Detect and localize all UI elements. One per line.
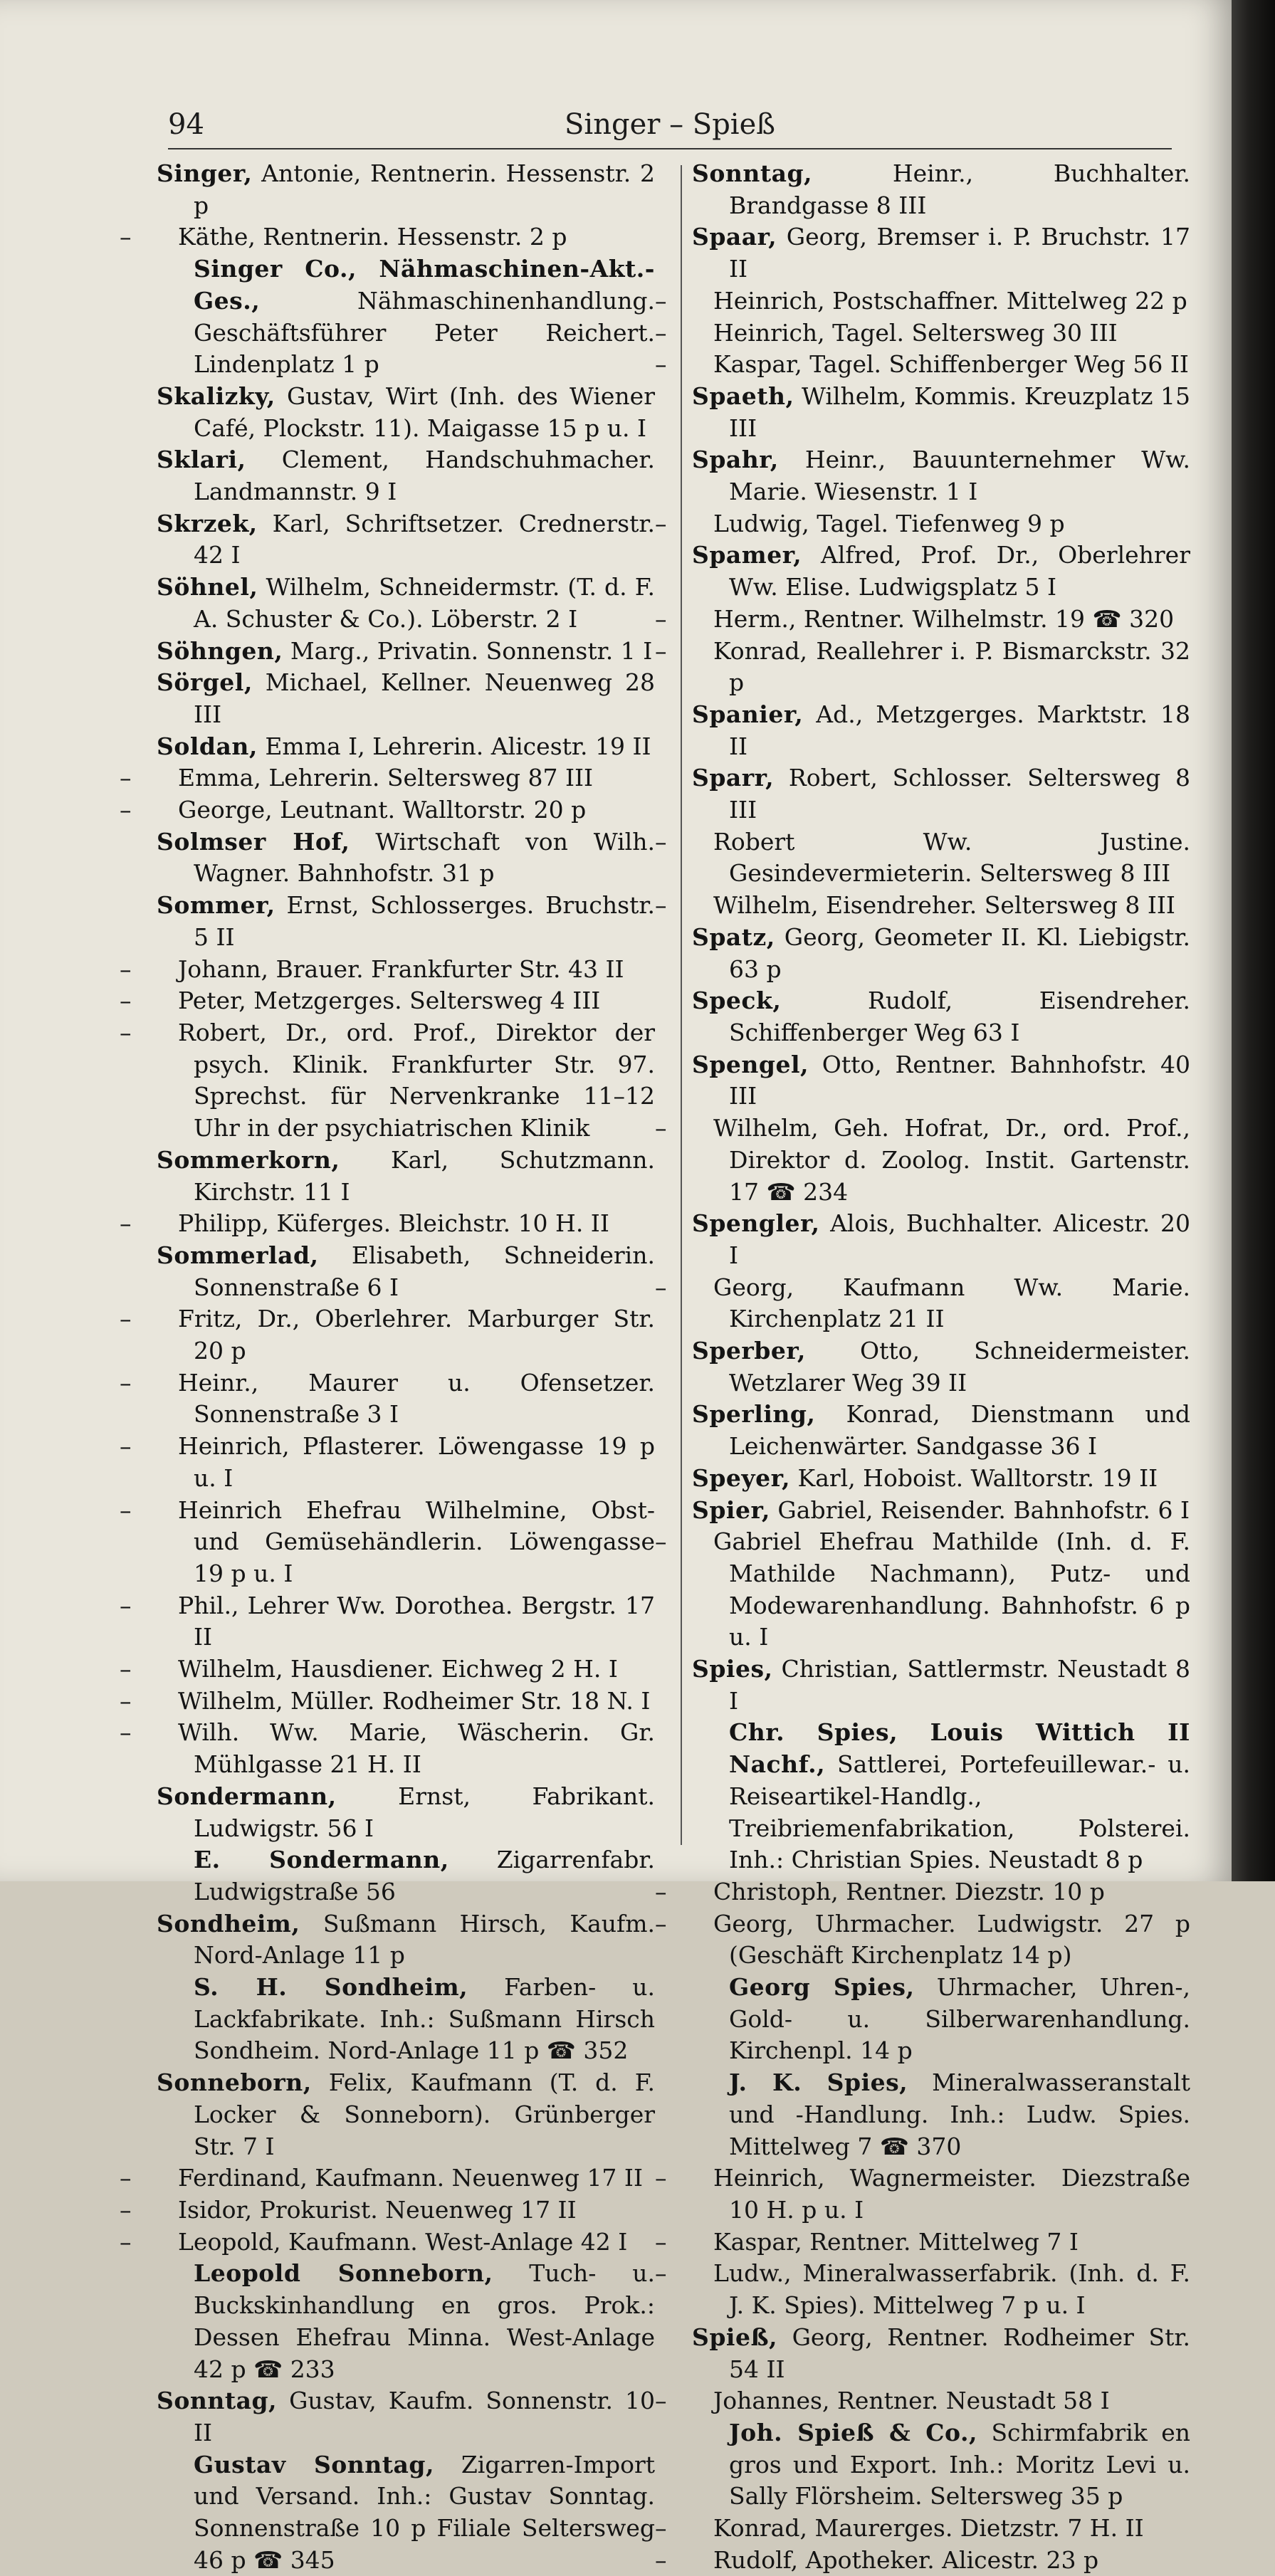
ditto-dash: –	[120, 2227, 132, 2256]
directory-entry	[157, 2449, 655, 2576]
directory-entry	[157, 636, 655, 668]
entry-name: Spengel,	[692, 1050, 809, 1078]
entry-name: Spieß,	[692, 2323, 777, 2351]
directory-entry	[120, 2194, 655, 2227]
directory-entry	[120, 985, 655, 1017]
entry-text: Karl, Schutzmann. Kirchstr. 11 I	[194, 1145, 655, 1206]
ditto-dash: –	[655, 827, 667, 856]
entry-text: Wilhelm, Schneidermstr. (T. d. F. A. Schuster & Co.). Löberstr. 2 I	[194, 573, 655, 633]
entry-text: Robert Ww. Justine. Gesindevermieterin. Seltersweg 8 III	[713, 827, 1190, 888]
entry-text: Philipp, Küferges. Bleichstr. 10 H. II	[178, 1209, 609, 1238]
directory-entry	[692, 2067, 1190, 2162]
directory-entry	[157, 1240, 655, 1303]
entry-text: Ferdinand, Kaufmann. Neuenweg 17 II	[178, 2164, 643, 2192]
entry-text: Marg., Privatin. Sonnenstr. 1 I	[290, 636, 653, 665]
entry-text: Ludw., Mineralwasserfabrik. (Inh. d. F. J. K. Spies). Mittelweg 7 p u. I	[713, 2259, 1190, 2320]
entry-text: Heinr., Maurer u. Ofensetzer. Sonnenstraße 3 I	[178, 1368, 655, 1429]
directory-entry	[157, 572, 655, 635]
right-column	[655, 158, 1191, 2576]
ditto-dash: –	[120, 955, 132, 983]
directory-entry	[692, 922, 1190, 985]
entry-text: Robert, Dr., ord. Prof., Direktor der psych. Klinik. Frankfurter Str. 97. Sprechst. für Nervenkranke 11–12 Uhr in der psychiatrischen Klinik	[178, 1018, 655, 1142]
directory-entry	[655, 1526, 1190, 1654]
entry-name: Sonneborn,	[157, 2068, 312, 2097]
directory-entry	[157, 667, 655, 730]
running-title: Singer – Spieß	[565, 108, 775, 141]
directory-entry	[692, 1049, 1190, 1113]
directory-entry	[120, 2162, 655, 2194]
ditto-dash: –	[655, 2545, 667, 2574]
entry-text: Alfred, Prof. Dr., Oberlehrer Ww. Elise. Ludwigsplatz 5 I	[729, 541, 1190, 601]
directory-entry	[120, 1431, 655, 1494]
entry-text: Gustav, Wirt (Inh. des Wiener Café, Plockstr. 11). Maigasse 15 p u. I	[194, 382, 655, 442]
entry-name: Skrzek,	[157, 509, 258, 537]
ditto-dash: –	[120, 1018, 132, 1046]
directory-entry	[157, 158, 655, 221]
entry-text: Georg, Geometer II. Kl. Liebigstr. 63 p	[729, 922, 1190, 983]
entry-text: Zigarrenfabr. Ludwigstraße 56	[194, 1846, 655, 1905]
directory-entry	[120, 2227, 655, 2259]
directory-entry	[655, 2513, 1190, 2545]
entry-name: Sommerkorn,	[157, 1145, 340, 1174]
directory-entry	[692, 1335, 1190, 1399]
directory-entry	[157, 381, 655, 444]
directory-entry	[157, 2067, 655, 2162]
ditto-dash: –	[655, 286, 667, 315]
entry-text: Uhrmacher, Uhren-, Gold- u. Silberwarenhandlung. Kirchenpl. 14 p	[729, 1973, 1190, 2065]
directory-entry	[120, 1590, 655, 1654]
directory-entry	[692, 2417, 1190, 2513]
directory-entry	[157, 2258, 655, 2385]
entry-text: Phil., Lehrer Ww. Dorothea. Bergstr. 17 II	[178, 1591, 655, 1651]
directory-entry	[692, 1972, 1190, 2067]
ditto-dash: –	[655, 604, 667, 633]
directory-entry	[120, 221, 655, 253]
directory-entry	[120, 1654, 655, 1686]
entry-text: Zigarren-Import und Versand. Inh.: Gustav Sonntag. Sonnenstraße 10 p Filiale Seltersweg 46 p ☎ 345	[194, 2450, 655, 2574]
directory-entry	[692, 762, 1190, 826]
ditto-dash: –	[120, 223, 132, 251]
directory-entry	[692, 381, 1190, 444]
entry-text: Michael, Kellner. Neuenweg 28 III	[194, 668, 655, 728]
entry-text: Gabriel Ehefrau Mathilde (Inh. d. F. Mathilde Nachmann), Putz- und Modewarenhandlung. Bahnhofstr. 6 p u. I	[713, 1528, 1190, 1651]
directory-entry	[692, 985, 1190, 1048]
entry-text: Heinrich, Postschaffner. Mittelweg 22 p	[713, 286, 1187, 315]
entry-name: Solmser Hof,	[157, 827, 350, 856]
entry-text: Leopold, Kaufmann. West-Anlage 42 I	[178, 2227, 628, 2256]
entry-text: Nähmaschinenhandlung. Geschäftsführer Peter Reichert. Lindenplatz 1 p	[194, 286, 655, 379]
directory-entry	[692, 699, 1190, 762]
page-number: 94	[168, 108, 204, 141]
directory-entry	[120, 954, 655, 986]
entry-text: Heinrich, Tagel. Seltersweg 30 III	[713, 318, 1118, 347]
directory-entry	[157, 1781, 655, 1844]
ditto-dash: –	[120, 796, 132, 824]
entry-text: Johann, Brauer. Frankfurter Str. 43 II	[178, 955, 624, 983]
entry-text: Wilhelm, Geh. Hofrat, Dr., ord. Prof., Direktor d. Zoolog. Instit. Gartenstr. 17 ☎ 234	[713, 1114, 1190, 1206]
ditto-dash: –	[655, 509, 667, 537]
directory-entry	[655, 1908, 1190, 1972]
entry-text: Heinrich, Wagnermeister. Diezstraße 10 H. p u. I	[713, 2164, 1190, 2224]
directory-entry	[692, 1399, 1190, 1462]
entry-text: Wilhelm, Müller. Rodheimer Str. 18 N. I	[178, 1686, 651, 1715]
directory-entry	[692, 1463, 1190, 1495]
entry-name: Singer,	[157, 159, 253, 187]
entry-text: Kaspar, Tagel. Schiffenberger Weg 56 II	[713, 350, 1189, 379]
ditto-dash: –	[655, 2514, 667, 2543]
entry-name: Spamer,	[692, 541, 802, 569]
entry-name: Chr. Spies, Louis Wittich II Nachf.,	[729, 1718, 1190, 1779]
ditto-dash: –	[655, 1909, 667, 1938]
column-divider	[681, 165, 682, 1845]
entry-text: Isidor, Prokurist. Neuenweg 17 II	[178, 2196, 577, 2224]
entry-text: Christoph, Rentner. Diezstr. 10 p	[713, 1877, 1105, 1905]
directory-entry	[120, 1495, 655, 1590]
entry-name: Sommerlad,	[157, 1241, 319, 1269]
directory-entry	[157, 1844, 655, 1908]
entry-text: Wilhelm, Eisendreher. Seltersweg 8 III	[713, 891, 1175, 920]
ditto-dash: –	[120, 1718, 132, 1747]
entry-name: Sondheim,	[157, 1909, 300, 1938]
ditto-dash: –	[120, 1655, 132, 1683]
entry-text: Wirtschaft von Wilh. Wagner. Bahnhofstr. 31 p	[194, 827, 655, 888]
directory-entry	[655, 2227, 1190, 2259]
ditto-dash: –	[655, 2387, 667, 2415]
ditto-dash: –	[655, 1528, 667, 1556]
ditto-dash: –	[655, 318, 667, 347]
entry-name: Sonntag,	[692, 159, 813, 187]
directory-entry	[692, 1208, 1190, 1271]
entry-name: Joh. Spieß & Co.,	[729, 2418, 977, 2446]
ditto-dash: –	[120, 1686, 132, 1715]
ditto-dash: –	[655, 891, 667, 920]
entry-name: Spanier,	[692, 700, 804, 728]
entry-text: Karl, Schriftsetzer. Crednerstr. 42 I	[194, 509, 656, 569]
entry-text: Rudolf, Apotheker. Alicestr. 23 p	[713, 2545, 1099, 2574]
ditto-dash: –	[655, 1273, 667, 1301]
entry-text: Heinrich, Pflasterer. Löwengasse 19 p u. I	[178, 1432, 655, 1492]
directory-entry	[692, 158, 1190, 221]
directory-entry	[157, 890, 655, 953]
ditto-dash: –	[120, 2164, 132, 2192]
entry-text: Schirmfabrik en gros und Export. Inh.: Moritz Levi u. Sally Flörsheim. Seltersweg 35 p	[729, 2418, 1190, 2511]
entry-name: Spier,	[692, 1495, 770, 1524]
entry-name: Speyer,	[692, 1463, 791, 1492]
page-header	[168, 105, 1172, 149]
entry-text: Wilhelm, Hausdiener. Eichweg 2 H. I	[178, 1655, 618, 1683]
entry-text: Ernst, Schlosserges. Bruchstr. 5 II	[194, 891, 655, 951]
directory-entry	[157, 1972, 655, 2067]
directory-entry	[692, 540, 1190, 603]
directory-entry	[692, 2322, 1190, 2385]
entry-name: Söhnel,	[157, 573, 258, 601]
ditto-dash: –	[120, 1591, 132, 1619]
directory-entry	[655, 2162, 1190, 2226]
directory-entry	[655, 285, 1190, 317]
entry-text: Otto, Schneidermeister. Wetzlarer Weg 39 II	[729, 1337, 1190, 1397]
entry-text: Gustav, Kaufm. Sonnenstr. 10 II	[194, 2387, 655, 2446]
directory-entry	[120, 794, 655, 826]
entry-text: Georg, Rentner. Rodheimer Str. 54 II	[729, 2323, 1190, 2383]
entry-text: Konrad, Dienstmann und Leichenwärter. Sandgasse 36 I	[729, 1400, 1191, 1461]
entry-text: Farben- u. Lackfabrikate. Inh.: Sußmann Hirsch Sondheim. Nord-Anlage 11 p ☎ 352	[194, 1973, 655, 2065]
left-column	[120, 158, 656, 2576]
entry-text: Felix, Kaufmann (T. d. F. Locker & Sonneborn). Grünberger Str. 7 I	[194, 2068, 655, 2160]
ditto-dash: –	[655, 636, 667, 665]
entry-text: Rudolf, Eisendreher. Schiffenberger Weg 63 I	[729, 987, 1190, 1046]
directory-entry	[157, 1908, 655, 1972]
entry-name: Sörgel,	[157, 668, 253, 697]
ditto-dash: –	[655, 1877, 667, 1905]
ditto-dash: –	[120, 1209, 132, 1238]
entry-text: Fritz, Dr., Oberlehrer. Marburger Str. 20 p	[178, 1305, 655, 1365]
ditto-dash: –	[655, 1114, 667, 1142]
entry-text: Konrad, Reallehrer i. P. Bismarckstr. 32 p	[713, 636, 1190, 697]
entry-text: Otto, Rentner. Bahnhofstr. 40 III	[729, 1050, 1190, 1110]
entry-text: Wilhelm, Kommis. Kreuzplatz 15 III	[729, 382, 1190, 442]
directory-entry	[157, 1145, 655, 1208]
entry-text: Käthe, Rentnerin. Hessenstr. 2 p	[178, 223, 567, 251]
directory-entry	[655, 826, 1190, 890]
entry-name: Georg Spies,	[729, 1973, 915, 2002]
ditto-dash: –	[655, 2259, 667, 2288]
ditto-dash: –	[655, 350, 667, 379]
directory-entry	[157, 826, 655, 890]
directory-entry	[655, 349, 1190, 381]
entry-name: J. K. Spies,	[729, 2068, 908, 2097]
entry-text: Robert, Schlosser. Seltersweg 8 III	[729, 764, 1190, 824]
entry-name: Spies,	[692, 1655, 773, 1683]
directory-entry	[692, 1717, 1190, 1876]
directory-entry	[692, 444, 1190, 508]
entry-name: Spaar,	[692, 223, 777, 251]
directory-entry	[120, 1367, 655, 1431]
directory-entry	[157, 253, 655, 381]
entry-text: Heinr., Buchhalter. Brandgasse 8 III	[729, 159, 1190, 219]
entry-name: Sperber,	[692, 1337, 806, 1365]
ditto-dash: –	[655, 2164, 667, 2192]
entry-name: Skalizky,	[157, 382, 276, 410]
directory-entry	[120, 1208, 655, 1240]
entry-text: Elisabeth, Schneiderin. Sonnenstraße 6 I	[194, 1241, 655, 1301]
directory-entry	[655, 2385, 1190, 2417]
directory-entry	[655, 508, 1190, 540]
entry-text: Ernst, Fabrikant. Ludwigstr. 56 I	[194, 1782, 655, 1842]
entry-name: Spaeth,	[692, 382, 794, 410]
entry-name: Leopold Sonneborn,	[194, 2259, 493, 2288]
directory-entry	[655, 1113, 1190, 1208]
entry-text: Sattlerei, Portefeuillewar.- u. Reiseartikel-Handlg., Treibriemenfabrikation, Polsterei. Inh.: Christian Spies. Neustadt 8 p	[729, 1750, 1190, 1874]
entry-name: Speck,	[692, 987, 782, 1015]
entry-text: Wilh. Ww. Marie, Wäscherin. Gr. Mühlgasse 21 H. II	[178, 1718, 655, 1779]
entry-name: Singer Co., Nähmaschinen-Akt.-Ges.,	[194, 255, 655, 315]
directory-entry	[157, 508, 655, 572]
entry-name: Spahr,	[692, 446, 779, 474]
entry-text: Georg, Uhrmacher. Ludwigstr. 27 p (Geschäft Kirchenplatz 14 p)	[713, 1909, 1190, 1970]
entry-text: Antonie, Rentnerin. Hessenstr. 2 p	[194, 159, 656, 219]
ditto-dash: –	[120, 987, 132, 1015]
entry-name: Spengler,	[692, 1209, 820, 1238]
entry-text: Georg, Bremser i. P. Bruchstr. 17 II	[729, 223, 1190, 283]
entry-name: S. H. Sondheim,	[194, 1973, 468, 2002]
entry-name: Söhngen,	[157, 636, 283, 665]
ditto-dash: –	[120, 1368, 132, 1397]
entry-text: Gabriel, Reisender. Bahnhofstr. 6 I	[777, 1495, 1190, 1524]
entry-name: Soldan,	[157, 732, 258, 760]
entry-text: Heinr., Bauunternehmer Ww. Marie. Wiesenstr. 1 I	[729, 446, 1190, 506]
directory-entry	[692, 1495, 1190, 1527]
ditto-dash: –	[120, 2196, 132, 2224]
entry-name: Sommer,	[157, 891, 276, 920]
directory-entry	[655, 2545, 1190, 2576]
directory-entry	[120, 762, 655, 794]
entry-text: Emma I, Lehrerin. Alicestr. 19 II	[265, 732, 651, 760]
directory-entry	[692, 1654, 1190, 1717]
entry-text: Kaspar, Rentner. Mittelweg 7 I	[713, 2227, 1079, 2256]
entry-text: Ad., Metzgerges. Marktstr. 18 II	[729, 700, 1190, 760]
directory-entry	[157, 2385, 655, 2449]
entry-text: Clement, Handschuhmacher. Landmannstr. 9 I	[194, 446, 655, 506]
entry-name: Sklari,	[157, 446, 246, 474]
directory-entry	[655, 890, 1190, 922]
entry-text: Karl, Hoboist. Walltorstr. 19 II	[797, 1463, 1158, 1492]
entry-name: Sparr,	[692, 764, 775, 792]
entry-text: Johannes, Rentner. Neustadt 58 I	[713, 2387, 1110, 2415]
directory-entry	[157, 444, 655, 508]
directory-entry	[692, 221, 1190, 285]
entry-text: Alois, Buchhalter. Alicestr. 20 I	[729, 1209, 1190, 1269]
entry-text: Konrad, Maurerges. Dietzstr. 7 H. II	[713, 2514, 1144, 2543]
entry-text: Ludwig, Tagel. Tiefenweg 9 p	[713, 509, 1065, 537]
directory-entry	[655, 1272, 1190, 1335]
entry-text: Sußmann Hirsch, Kaufm. Nord-Anlage 11 p	[194, 1909, 655, 1970]
ditto-dash: –	[655, 2227, 667, 2256]
entry-name: E. Sondermann,	[194, 1846, 449, 1874]
entry-text: Tuch- u. Buckskinhandlung en gros. Prok.: Dessen Ehefrau Minna. West-Anlage 42 p ☎ 233	[194, 2259, 655, 2383]
entry-text: Peter, Metzgerges. Seltersweg 4 III	[178, 987, 601, 1015]
entry-name: Sondermann,	[157, 1782, 337, 1810]
directory-entry	[157, 731, 655, 763]
entry-name: Sonntag,	[157, 2387, 278, 2415]
book-edge	[1232, 0, 1275, 1881]
ditto-dash: –	[120, 1495, 132, 1524]
ditto-dash: –	[120, 764, 132, 792]
directory-entry	[655, 2258, 1190, 2321]
entry-name: Spatz,	[692, 922, 775, 951]
entry-text: Heinrich Ehefrau Wilhelmine, Obst- und Gemüsehändlerin. Löwengasse 19 p u. I	[178, 1495, 655, 1587]
directory-entry	[655, 317, 1190, 349]
entry-text: Georg, Kaufmann Ww. Marie. Kirchenplatz 21 II	[713, 1273, 1190, 1333]
directory-entry	[655, 636, 1190, 699]
directory-entry	[120, 1017, 655, 1145]
directory-entry	[120, 1686, 655, 1718]
entry-text: Emma, Lehrerin. Seltersweg 87 III	[178, 764, 594, 792]
directory-entry	[655, 604, 1190, 636]
ditto-dash: –	[120, 1432, 132, 1461]
entry-text: Christian, Sattlermstr. Neustadt 8 I	[729, 1655, 1190, 1715]
directory-entry	[120, 1717, 655, 1780]
entry-name: Gustav Sonntag,	[194, 2450, 434, 2478]
entry-text: Mineralwasseranstalt und -Handlung. Inh.: Ludw. Spies. Mittelweg 7 ☎ 370	[729, 2068, 1190, 2160]
entry-text: Herm., Rentner. Wilhelmstr. 19 ☎ 320	[713, 604, 1175, 633]
entry-name: Sperling,	[692, 1400, 816, 1429]
entry-text: George, Leutnant. Walltorstr. 20 p	[178, 796, 587, 824]
ditto-dash: –	[120, 1305, 132, 1333]
directory-entry	[120, 1303, 655, 1367]
